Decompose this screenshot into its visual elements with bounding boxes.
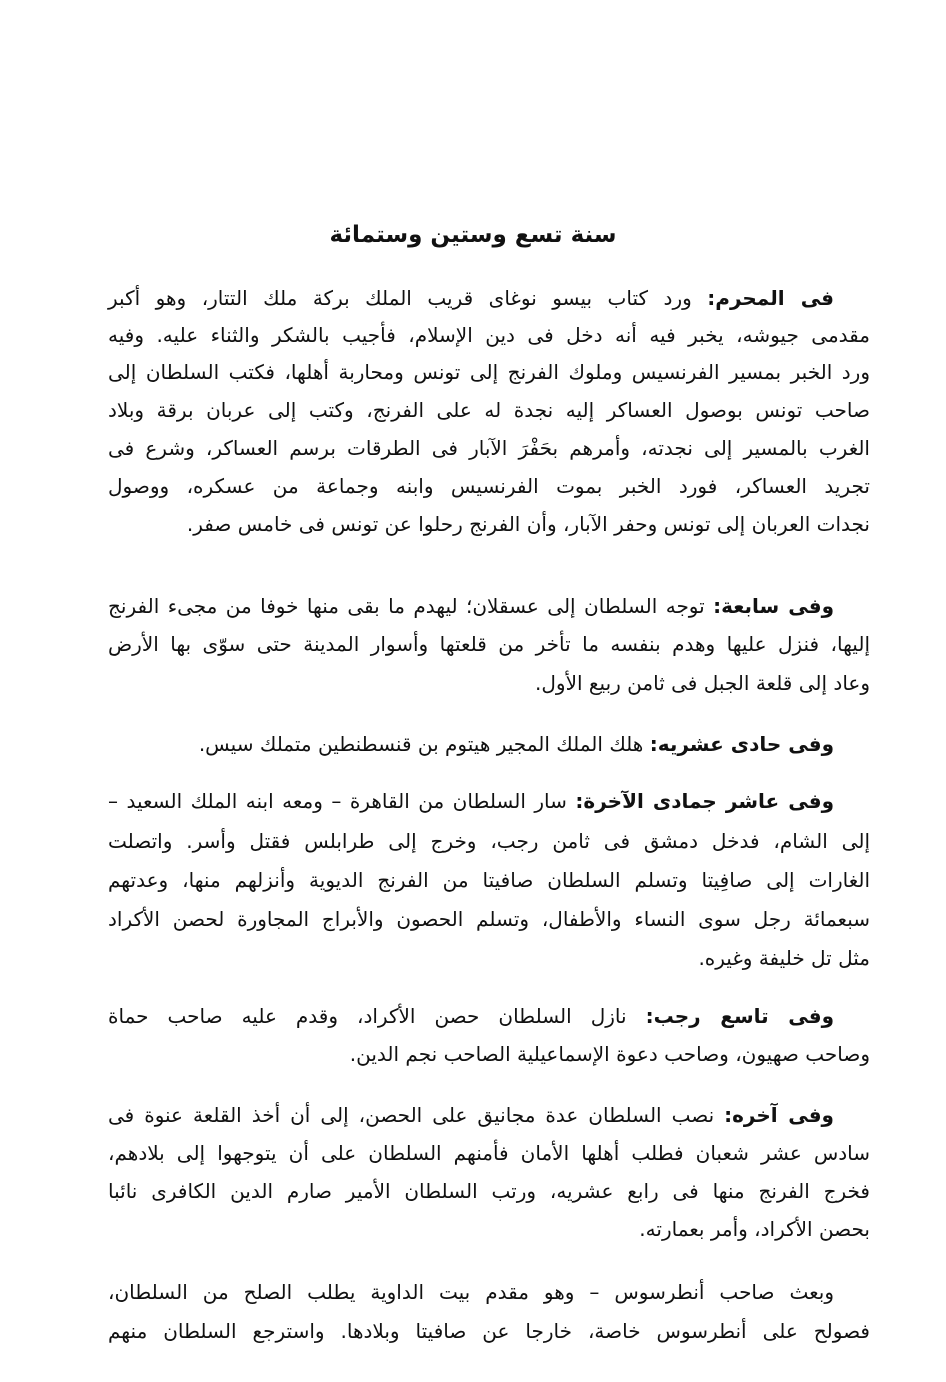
date-heading: وفى تاسع رجب: (645, 1004, 835, 1028)
text-line (108, 1100, 870, 1130)
date-heading: وفى عاشر جمادى الآخرة: (575, 789, 835, 813)
line-text: ورد كتاب بيسو نوغاى قريب الملك بركة ملك التتار، وهو أكبر (108, 286, 692, 310)
text-line (108, 395, 870, 425)
text-line (108, 357, 870, 387)
line-text: إلى الشام، فدخل دمشق فى ثامن رجب، وخرج إلى طرابلس فقتل وأسر. واتصلت (108, 829, 870, 853)
line-text: مقدمى جيوشه، يخبر فيه أنه دخل فى دين الإسلام، فأجيب بالشكر والثناء عليه. وفيه (108, 323, 870, 347)
text-line (108, 1138, 870, 1168)
text-line (108, 1277, 870, 1307)
line-text: وعاد إلى قلعة الجبل فى ثامن ربيع الأول. (535, 671, 870, 695)
line-text: وصاحب صهيون، وصاحب دعوة الإسماعيلية الصاحب نجم الدين. (349, 1042, 870, 1066)
date-heading: وفى سابعة: (713, 594, 835, 618)
line-text: سار السلطان من القاهرة – ومعه ابنه الملك السعيد – (108, 789, 567, 813)
line-text: مثل تل خليفة وغيره. (698, 946, 870, 970)
text-line (108, 471, 870, 501)
text-line (108, 1039, 870, 1069)
text-line (108, 865, 870, 895)
text-line (108, 668, 870, 698)
line-text: نازل السلطان حصن الأكراد، وقدم عليه صاحب حماة (108, 1004, 627, 1028)
text-line (108, 320, 870, 350)
text-line (108, 629, 870, 659)
line-text: صاحب تونس بوصول العساكر إليه نجدة له على الفرنج، وكتب إلى عربان برقة وبلاد (108, 398, 870, 422)
line-text: نجدات العربان إلى تونس وحفر الآبار، وأن الفرنج رحلوا عن تونس فى خامس صفر. (186, 512, 870, 536)
text-line (108, 283, 870, 313)
date-heading: فى المحرم: (707, 286, 835, 310)
line-text: بحصن الأكراد، وأمر بعمارته. (639, 1217, 870, 1241)
line-text: ورد الخبر بمسير الفرنسيس وملوك الفرنج إلى تونس ومحاربة أهلها، فكتب السلطان إلى (108, 360, 870, 384)
text-line (108, 1176, 870, 1206)
line-text: سبعمائة رجل سوى النساء والأطفال، وتسلم الحصون والأبراج المجاورة لحصن الأكراد (108, 907, 870, 931)
line-text: فصولح على أنطرسوس خاصة، خارجا عن صافيتا وبلادها. واسترجع السلطان منهم (108, 1319, 870, 1343)
text-line (108, 1214, 870, 1244)
text-line (108, 1316, 870, 1346)
text-line (108, 786, 870, 816)
line-text: نصب السلطان عدة مجانيق على الحصن، إلى أن أخذ القلعة عنوة فى (108, 1103, 715, 1127)
text-line (108, 509, 870, 539)
line-text: سادس عشر شعبان فطلب أهلها الأمان فأمنهم السلطان على أن يتوجهوا إلى بلادهم، (108, 1141, 870, 1165)
line-text: إليها، فنزل عليها وهدم بنفسه ما تأخر من قلعتها وأسوار المدينة حتى سوّى بها الأرض (108, 632, 870, 656)
line-text: فخرج الفرنج منها فى رابع عشريه، ورتب السلطان الأمير صارم الدين الكافرى نائبا (108, 1179, 870, 1203)
text-line (108, 943, 870, 973)
text-line (108, 904, 870, 934)
text-line (108, 729, 870, 759)
line-text: تجريد العساكر، فورد الخبر بموت الفرنسيس وابنه وجماعة من عسكره، ووصول (108, 474, 870, 498)
line-text: هلك الملك المجير هيتوم بن قنسطنطين متملك سيس. (198, 732, 644, 756)
line-text: وبعث صاحب أنطرسوس – وهو مقدم بيت الداوية يطلب الصلح من السلطان، (108, 1280, 834, 1304)
text-line (108, 433, 870, 463)
line-text: توجه السلطان إلى عسقلان؛ ليهدم ما بقى منها خوفا من مجىء الفرنج (108, 594, 705, 618)
text-line (108, 591, 870, 621)
date-heading: وفى حادى عشريه: (649, 732, 834, 756)
text-line (108, 826, 870, 856)
line-text: الغارات إلى صافِيتا وتسلم السلطان صافيتا من الفرنج الديوية وأنزلهم منها، وعدتهم (108, 868, 870, 892)
date-heading: وفى آخره: (724, 1103, 834, 1127)
line-text: الغرب بالمسير إلى نجدته، وأمرهم بحَفْرَ الآبار فى الطرقات برسم العساكر، وشرع فى (108, 436, 870, 460)
text-line (108, 1001, 870, 1031)
section-title: سنة تسع وستين وستمائة (329, 222, 617, 248)
